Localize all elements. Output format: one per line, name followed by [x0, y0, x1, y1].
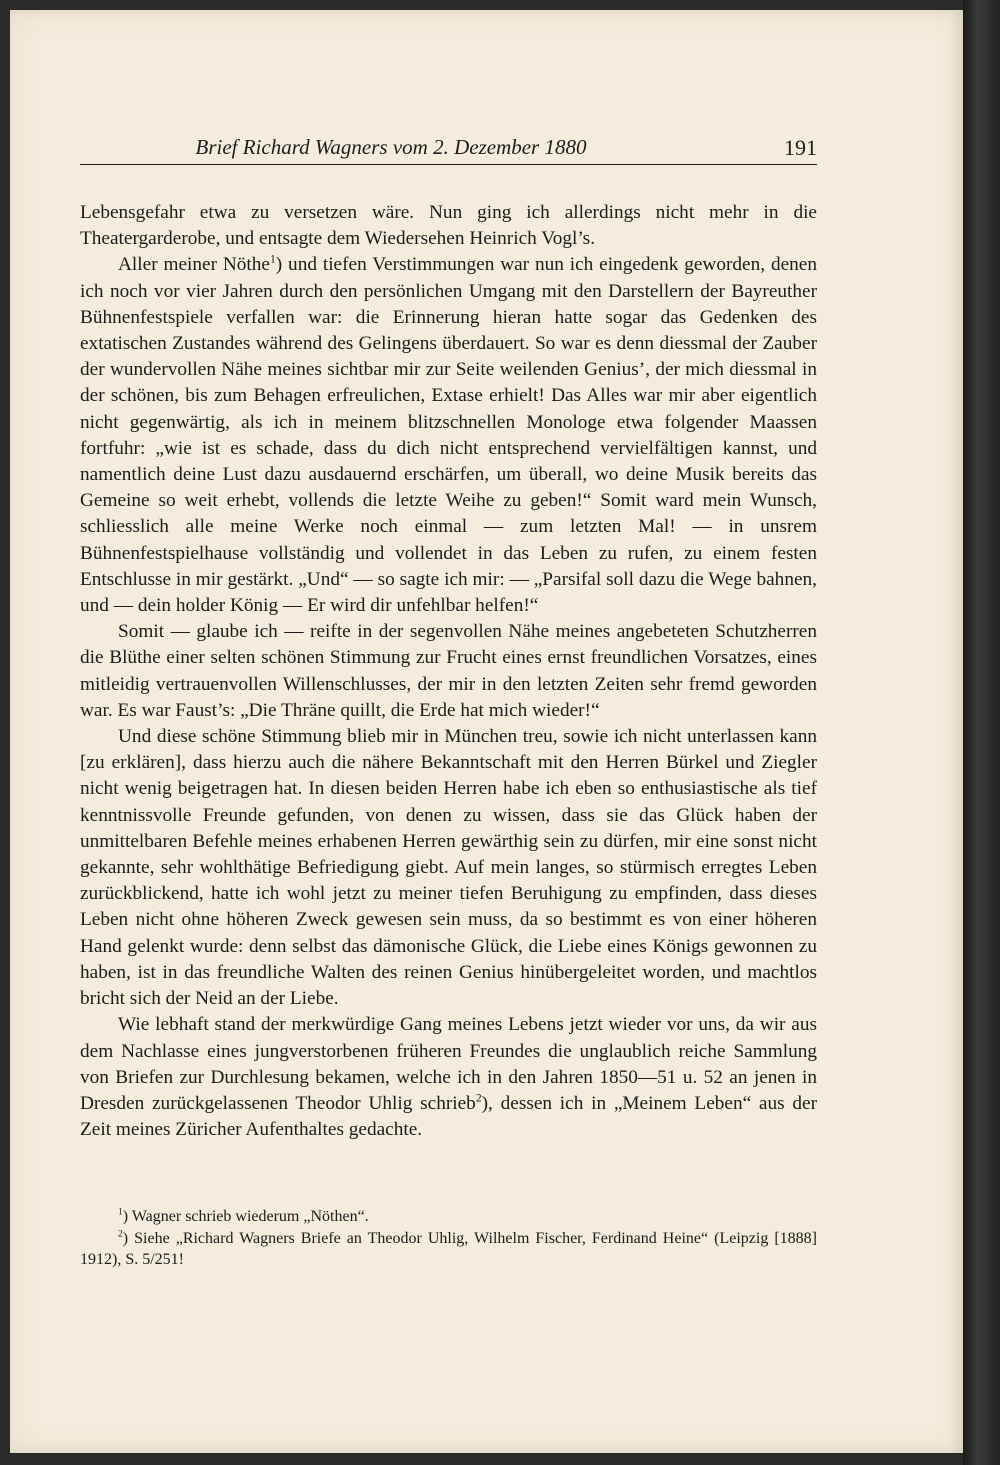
paragraph — [80, 619, 817, 724]
footnote-text: ) Siehe „Richard Wagners Briefe an Theodor Uhlig, Wilhelm Fischer, Ferdinand Heine“ (Leipzig [1888] 1912), S. 5/251! — [80, 1229, 817, 1268]
footnote-number: 1 — [118, 1206, 123, 1218]
running-title: Brief Richard Wagners vom 2. Dezember 1880 — [195, 135, 587, 159]
paragraph — [80, 1012, 817, 1143]
footnotes — [80, 1206, 817, 1271]
page-number: 191 — [784, 135, 817, 160]
paragraph — [80, 724, 817, 1012]
paragraph-text: ), dessen ich in „Meinem Leben“ aus der Zeit meines Züricher Aufenthaltes gedachte. — [80, 1092, 817, 1141]
paragraph-text: Wie lebhaft stand der merkwürdige Gang meines Lebens jetzt wieder vor uns, da wir aus dem Nachlasse eines jungverstorbenen früheren Freundes die unglaublich reiche Sammlung von Briefen zur Durchlesung bekamen, welche ich in den Jahren 1850—51 u. 52 an jenen in Dresden zurückgelassenen Theodor Uhlig schrieb — [80, 1014, 817, 1114]
paragraph-text: Aller meiner Nöthe — [118, 254, 270, 276]
footnote-text: ) Wagner schrieb wiederum „Nöthen“. — [122, 1208, 369, 1225]
body-text — [80, 200, 817, 1143]
paragraph-text: Und diese schöne Stimmung blieb mir in München treu, sowie ich nicht unterlassen kann [zu erklären], dass hierzu auch die nähere Bekanntschaft mit den Herren Bürkel und Ziegler nicht wenig beigetragen hat. In diesen beiden Herren habe ich eben so enthusiastische als tief kenntnissvolle Freunde gefunden, von denen zu wissen, dass sie das Glück haben der unmittelbaren Befehle meines erhabenen Herren gewärthig sein zu dürfen, mir eine sonst nicht gekannte, sehr wohlthätige Befriedigung giebt. Auf mein langes, so stürmisch erregtes Leben zurückblickend, hatte ich wohl jetzt zu meiner tiefen Beruhigung zu empfinden, dass dieses Leben nicht ohne höheren Zweck gewesen sein muss, da so bestimmt es von einer höheren Hand gelenkt wurde: denn selbst das dämonische Glück, die Liebe eines Königs gewonnen zu haben, ist in das freundliche Walten des reinen Genius hinübergeleitet worden, und machtlos bricht sich der Neid an der Liebe. — [80, 726, 817, 1010]
footnote-number: 2 — [118, 1228, 123, 1240]
scanner-edge — [963, 0, 1000, 1465]
footnote-marker: 2 — [475, 1091, 482, 1105]
footnote — [80, 1206, 817, 1228]
paragraph-text: Somit — glaube ich — reifte in der segenvollen Nähe meines angebeteten Schutzherren die Blüthe einer selten schönen Stimmung zur Frucht eines ernst freundlichen Vorsatzes, eines mitleidig vertrauenvollen Willenschlusses, der mir in den letzten Zeiten sehr fremd geworden war. Es war Faust’s: „Die Thräne quillt, die Erde hat mich wieder!“ — [80, 621, 817, 721]
paragraph-text: Lebensgefahr etwa zu versetzen wäre. Nun ging ich allerdings nicht mehr in die Theatergarderobe, und entsagte dem Wiedersehen Heinrich Vogl’s. — [80, 202, 817, 250]
paragraph — [80, 252, 817, 619]
page-header — [80, 128, 817, 165]
footnote-marker: 1 — [269, 252, 276, 266]
paragraph — [80, 200, 817, 252]
paragraph-text: ) und tiefen Verstimmungen war nun ich eingedenk geworden, denen ich noch vor vier Jahren durch den persönlichen Umgang mit den Darstellern der Bayreuther Bühnenfestspiele verfallen war: die Erinnerung hieran hatte sogar das Gedenken des extatischen Zustandes während des Gelingens überdauert. So war es denn diessmal der Zauber der wundervollen Nähe meines sichtbar mir zur Seite weilenden Genius’, der mich diessmal in der schönen, bis zum Behagen erfreulichen, Extase erhielt! Das Alles war mir aber eigentlich nicht gegenwärtig, als ich in meinem blitzschnellen Monologe etwa folgender Maassen fortfuhr: „wie ist es schade, dass du dich nicht entsprechend vervielfältigen kannst, und namentlich deine Lust dazu ausdauernd erschärfen, um überall, wo deine Musik bereits das Gemeine so weit erhebt, vollends die letzte Weihe zu geben!“ Somit ward mein Wunsch, schliesslich alle meine Werke noch einmal — zum letzten Mal! — in unsrem Bühnenfestspielhause vollständig und vollendet in das Leben zu rufen, zu einem festen Entschlusse in mir gestärkt. „Und“ — so sagte ich mir: — „Parsifal soll dazu die Wege bahnen, und — dein holder König — Er wird dir unfehlbar helfen!“ — [80, 254, 817, 617]
footnote — [80, 1228, 817, 1271]
